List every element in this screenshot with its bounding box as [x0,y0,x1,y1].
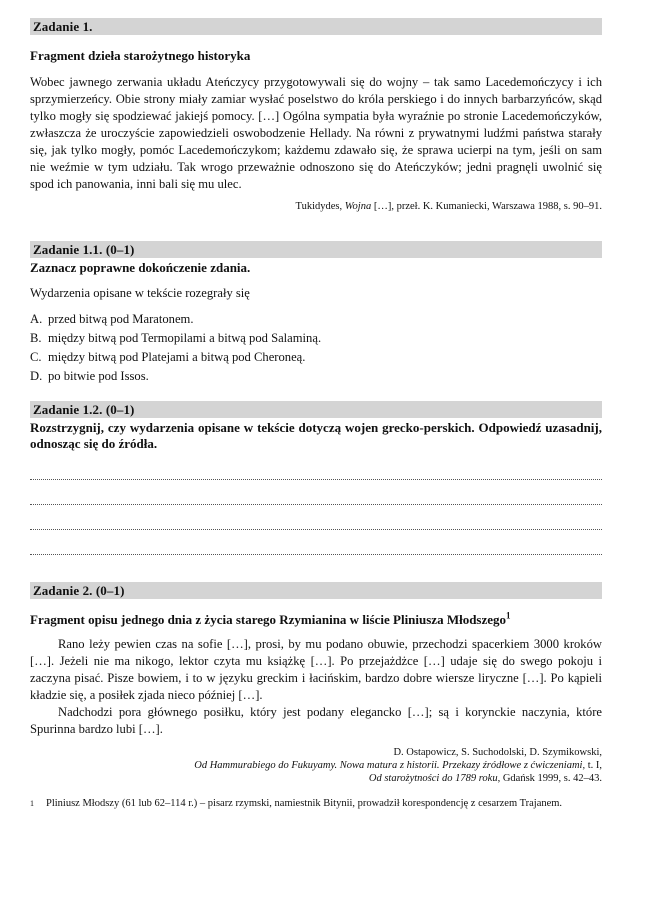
citation-part-title: Od starożytności do 1789 roku, [368,773,501,784]
answer-line[interactable] [30,505,602,530]
footnote-mark: 1 [30,799,34,808]
task2-paragraph-2: Nadchodzi pora głównego posiłku, który jest podany elegancko […]; są i korynckie naczynia, które Spurinna bardzo lubi […]. [30,705,602,736]
citation-title: Wojna [344,201,372,212]
task2-citation [30,746,602,785]
task1-title: Fragment dzieła starożytnego historyka [30,48,251,63]
citation-book-title: Od Hammurabiego do Fukuyamy. Nowa matura z historii. Przekazy źródłowe z ćwiczeniami, [194,760,586,771]
citation-authors: D. Ostapowicz, S. Suchodolski, D. Szymikowski, [393,747,602,758]
exam-page [30,18,602,810]
option-letter: C. [30,350,42,364]
task1-citation [30,200,602,213]
option-b[interactable] [30,329,602,348]
option-letter: B. [30,331,42,345]
citation-author: Tukidydes, [295,201,345,212]
answer-line[interactable] [30,480,602,505]
task12-instruction: Rozstrzygnij, czy wydarzenia opisane w tekście dotyczą wojen grecko-perskich. Odpowiedź uzasadnij, odnosząc się do źródła. [30,420,602,451]
task2-title [30,612,602,628]
task2-title-text: Fragment opisu jednego dnia z życia starego Rzymianina w liście Pliniusza Młodszego [30,612,507,627]
footnote [30,797,602,810]
citation-publisher: Gdańsk 1999, s. 42–43. [500,773,602,784]
footnote-text: Pliniusz Młodszy (61 lub 62–114 r.) – pisarz rzymski, namiestnik Bitynii, prowadził korespondencję z cesarzem Trajanem. [46,798,563,809]
answer-area[interactable] [30,455,602,555]
answer-line[interactable] [30,455,602,480]
task11-options [30,310,602,386]
task11-header: Zadanie 1.1. (0–1) [30,241,602,258]
citation-volume: t. I, [585,760,602,771]
task11-instruction: Zaznacz poprawne dokończenie zdania. [30,260,251,275]
task2-header: Zadanie 2. (0–1) [30,582,602,599]
task1-header: Zadanie 1. [30,18,602,35]
citation-part [30,772,602,785]
footnote-ref: 1 [506,610,511,621]
option-letter: A. [30,312,43,326]
option-text: między bitwą pod Termopilami a bitwą pod Salaminą. [48,331,322,345]
option-text: między bitwą pod Platejami a bitwą pod Cheroneą. [48,350,306,364]
option-a[interactable] [30,310,602,329]
option-text: po bitwie pod Issos. [48,369,149,383]
answer-line[interactable] [30,530,602,555]
task12-header: Zadanie 1.2. (0–1) [30,401,602,418]
task2-paragraph-1: Rano leży pewien czas na sofie […], prosi, by mu podano obuwie, przechodzi spacerkiem 3000 kroków […]. Jeżeli nie ma nikogo, lektor czyta mu książkę […]. Po przejażdżce […] udaje się do swego pokoju i zaczyna pisać. Pisze bowiem, i to w języku greckim i łacińskim, bardzo dobre wiersze liryczne […]. Po kąpieli kładzie się, a posiłek zjada nieco później […]. [30,637,602,702]
option-d[interactable] [30,367,602,386]
citation-book [30,759,602,772]
task1-source-text: Wobec jawnego zerwania układu Ateńczycy przygotowywali się do wojny – tak samo Lacedemończycy i ich sprzymierzeńcy. Obie strony miały zamiar wysłać poselstwo do króla perskiego i do innych barbarzyńców, skąd tylko mogły się spodziewać jakiejś pomocy. […] Ogólna sympatia była wyraźnie po stronie Lacedemończyków, zwłaszcza że uroczyście zapowiedzieli oswobodzenie Hellady. Na równi z prywatnymi ludźmi państwa starały się, jak tylko mogły, pomóc Lacedemończykom; każdemu zdawało się, że sprawa ucierpi na tym, jeśli on sam nie weźmie w tym udziału. Tak wrogo przeważnie odnoszono się do Ateńczyków; jedni pragnęli uwolnić się spod ich panowania, inni bali się mu ulec. [30,75,602,191]
option-c[interactable] [30,348,602,367]
option-text: przed bitwą pod Maratonem. [48,312,194,326]
option-letter: D. [30,369,43,383]
citation-details: […], przeł. K. Kumaniecki, Warszawa 1988, s. 90–91. [371,201,602,212]
task11-stem: Wydarzenia opisane w tekście rozegrały się [30,286,250,300]
